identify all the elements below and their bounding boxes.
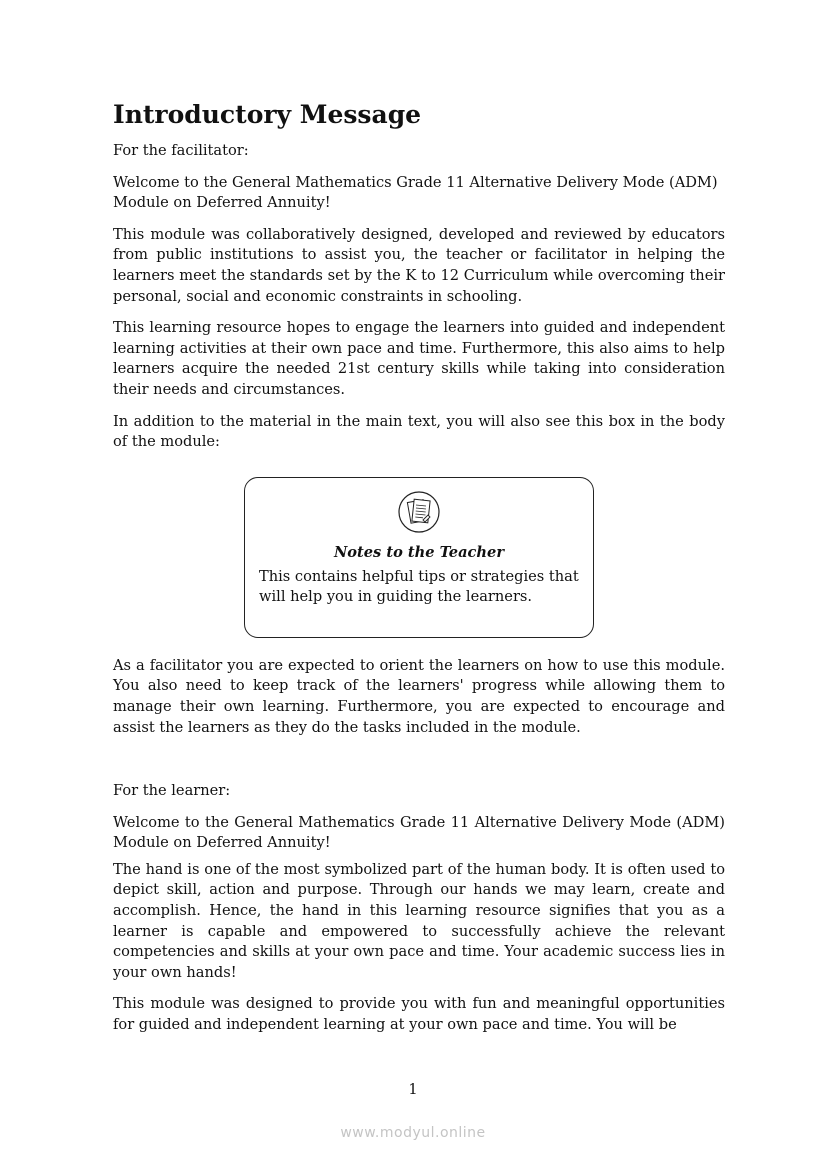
- learner-paragraph-2: This module was designed to provide you with fun and meaningful opportunities for guided and independent learning at your own pace and time. You will be: [113, 995, 725, 1034]
- learner-welcome: Welcome to the General Mathematics Grade 11 Alternative Delivery Mode (ADM) Module on Deferred Annuity!: [113, 813, 725, 852]
- facilitator-paragraph-1: This module was collaboratively designed, developed and reviewed by educators from public institutions to assist you, the teacher or facilitator in helping the learners meet the standards set by the K to 12 Curriculum while overcoming their personal, social and economic constraints in schooling.: [113, 225, 725, 305]
- learner-paragraph-1: The hand is one of the most symbolized part of the human body. It is often used to depict skill, action and purpose. Through our hands we may learn, create and accomplish. Hence, the hand in this learning resource signifies that you as a learner is capable and empowered to successfully achieve the relevant competencies and skills at your own pace and time. Your academic success lies in your own hands!: [113, 860, 725, 981]
- facilitator-welcome: Welcome to the General Mathematics Grade 11 Alternative Delivery Mode (ADM) Module on Deferred Annuity!: [113, 173, 718, 212]
- learner-heading: For the learner:: [113, 782, 231, 800]
- facilitator-paragraph-3: In addition to the material in the main text, you will also see this box in the body of the module:: [113, 412, 725, 451]
- facilitator-paragraph-4: As a facilitator you are expected to orient the learners on how to use this module. You also need to keep track of the learners' progress while allowing them to manage their own learning. Furthermore, you are expected to encourage and assist the learners as they do the tasks included in the module.: [113, 656, 725, 736]
- facilitator-heading: For the facilitator:: [113, 142, 249, 159]
- notes-box-text: This contains helpful tips or strategies that will help you in guiding the learners.: [259, 567, 579, 606]
- notes-document-icon: [397, 490, 441, 534]
- notes-to-teacher-box: [244, 477, 594, 638]
- section-spacer: [113, 749, 725, 781]
- notes-box-title: Notes to the Teacher: [333, 543, 505, 561]
- page-number: 1: [408, 1081, 418, 1098]
- document-page: [113, 100, 725, 1047]
- facilitator-paragraph-2: This learning resource hopes to engage the learners into guided and independent learning activities at their own pace and time. Furthermore, this also aims to help learners acquire the needed 21st century skills while taking into consideration their needs and circumstances.: [113, 319, 725, 398]
- page-title: Introductory Message: [113, 100, 422, 129]
- watermark: www.modyul.online: [340, 1125, 486, 1141]
